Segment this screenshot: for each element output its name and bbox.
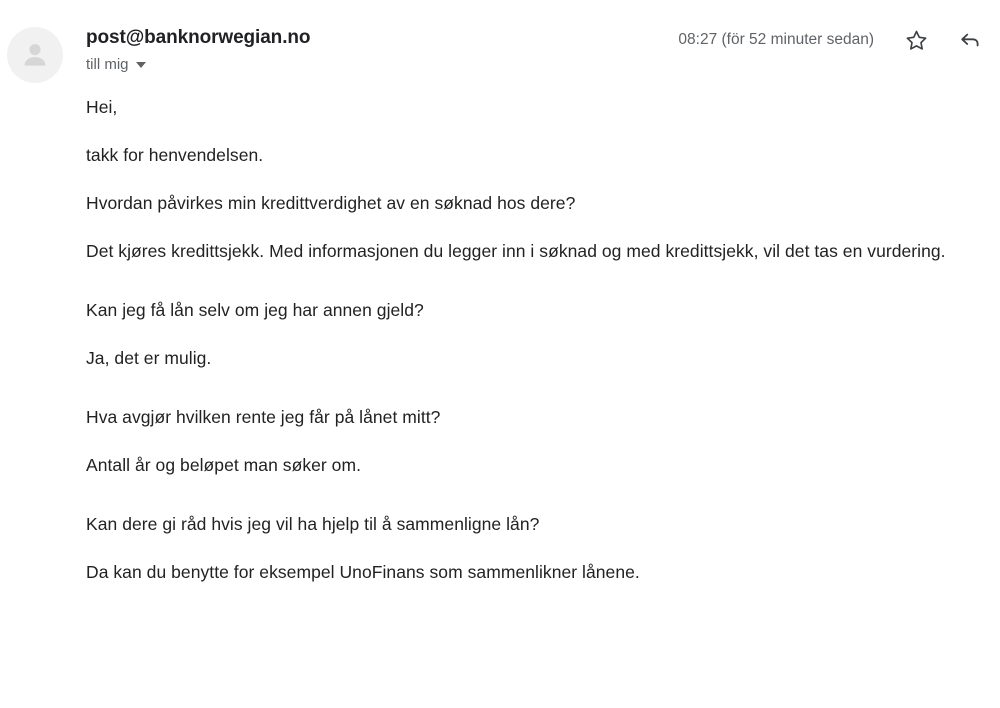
chevron-down-icon[interactable] (136, 62, 146, 68)
sender-block (86, 26, 310, 74)
header-actions (678, 28, 982, 52)
email-body (86, 93, 976, 606)
recipient-label: till mig (86, 56, 129, 73)
sender-email[interactable]: post@banknorwegian.no (86, 27, 311, 48)
email-message-header (0, 0, 1000, 92)
body-paragraph: Kan jeg få lån selv om jeg har annen gjeld? (86, 300, 424, 320)
body-paragraph: Det kjøres kredittsjekk. Med informasjonen du legger inn i søknad og med kredittsjekk, vil det tas en vurdering. (86, 241, 946, 261)
body-paragraph: takk for henvendelsen. (86, 145, 264, 165)
body-paragraph: Da kan du benytte for eksempel UnoFinans som sammenlikner lånene. (86, 562, 640, 582)
body-paragraph: Antall år og beløpet man søker om. (86, 455, 362, 475)
body-paragraph: Hva avgjør hvilken rente jeg får på lånet mitt? (86, 407, 441, 427)
reply-button[interactable] (958, 28, 982, 52)
body-paragraph: Kan dere gi råd hvis jeg vil ha hjelp til å sammenligne lån? (86, 514, 540, 534)
avatar (7, 27, 63, 83)
body-paragraph: Ja, det er mulig. (86, 348, 212, 368)
person-avatar-icon (18, 38, 52, 72)
body-paragraph: Hei, (86, 97, 118, 117)
message-timestamp: 08:27 (för 52 minuter sedan) (678, 31, 874, 48)
star-button[interactable] (904, 28, 928, 52)
body-paragraph: Hvordan påvirkes min kredittverdighet av en søknad hos dere? (86, 193, 576, 213)
star-outline-icon (905, 29, 928, 52)
reply-arrow-icon (958, 28, 982, 52)
recipient-row[interactable] (86, 56, 310, 74)
